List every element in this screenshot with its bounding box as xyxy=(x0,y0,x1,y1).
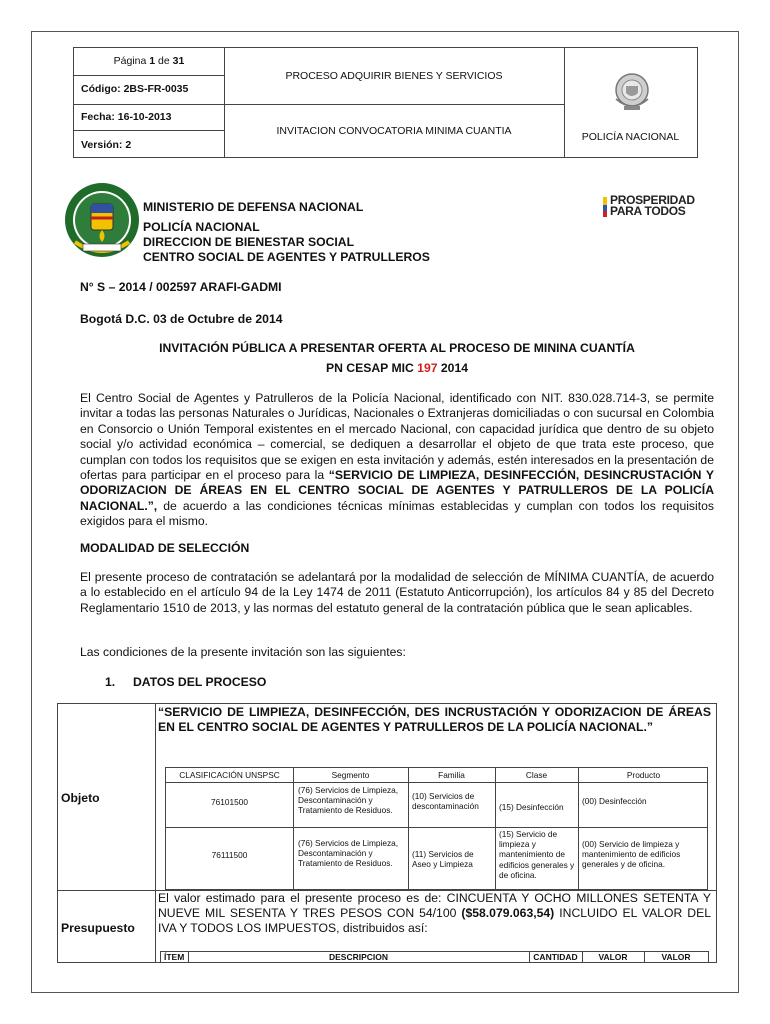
unspsc-header-class: Clase xyxy=(525,770,548,780)
unspsc-table xyxy=(165,767,708,890)
unspsc-header-classification: CLASIFICACIÓN UNSPSC xyxy=(179,770,280,780)
letterhead-ministry: MINISTERIO DE DEFENSA NACIONAL xyxy=(143,200,364,214)
logo-line-1: PROSPERIDAD xyxy=(610,193,695,207)
police-seal-icon xyxy=(610,69,654,115)
unspsc-header-segment: Segmento xyxy=(331,770,370,780)
objeto-text: “SERVICIO DE LIMPIEZA, DESINFECCIÓN, DES INCRUSTACIÓN Y ODORIZACION DE ÁREAS EN EL CENTRO SOCIAL DE AGENTES Y PATRULLEROS DE LA POLICÍA NACIONAL.” xyxy=(158,705,711,734)
document-header xyxy=(73,47,698,158)
unspsc-row1-family: (10) Servicios de descontaminación xyxy=(412,791,479,812)
letterhead-police: POLICÍA NACIONAL xyxy=(143,220,260,234)
logo-line-2: PARA TODOS xyxy=(610,204,686,218)
unspsc-header-family: Familia xyxy=(438,770,465,780)
unspsc-row2-code: 76111500 xyxy=(211,850,248,860)
document-version: Versión: 2 xyxy=(81,139,132,151)
letterhead xyxy=(143,200,430,265)
unspsc-row2-product: (00) Servicio de limpieza y mantenimiento de edificios generales y de oficina. xyxy=(582,839,681,870)
unspsc-row1-class: (15) Desinfección xyxy=(499,802,564,812)
invitation-title: INVITACION CONVOCATORIA MINIMA CUANTIA xyxy=(276,125,512,137)
organization-name: POLICÍA NACIONAL xyxy=(581,131,680,143)
unspsc-row2-segment: (76) Servicios de Limpieza, Descontaminación y Tratamiento de Residuos. xyxy=(298,838,399,869)
place-date: Bogotá D.C. 03 de Octubre de 2014 xyxy=(80,312,283,326)
letterhead-center: CENTRO SOCIAL DE AGENTES Y PATRULLEROS xyxy=(143,250,430,264)
items-table-header xyxy=(160,951,709,963)
items-header-value-total: VALOR xyxy=(661,952,691,962)
section-title: DATOS DEL PROCESO xyxy=(133,675,267,689)
invitation-heading: INVITACIÓN PÚBLICA A PRESENTAR OFERTA AL PROCESO DE MININA CUANTÍA xyxy=(159,341,635,355)
process-title: PROCESO ADQUIRIR BIENES Y SERVICIOS xyxy=(285,70,503,82)
document-code: Código: 2BS-FR-0035 xyxy=(81,83,189,95)
unspsc-row1-code: 76101500 xyxy=(211,797,248,807)
conditions-intro: Las condiciones de la presente invitación son las siguientes: xyxy=(80,645,406,659)
intro-paragraph: El Centro Social de Agentes y Patrulleros de la Policía Nacional, identificado con NIT. 830.028.714-3, se permite invitar a todas las personas Naturales o Jurídicas, Nacionales o Extranjeras domiciliadas o con sucursal en Colombia en Consorcio o Unión Temporal existentes en el mercado Nacional, con capacidad jurídica que dentro de su objeto social y/o actividad económica – comercial, se dediquen a desarrollar el objeto de que trata este proceso, que cumplan con todos los requisitos que se exigen en esta invitación y además, estén interesados en la presentación de ofertas para participar en el proceso para la “SERVICIO DE LIMPIEZA, DESINFECCIÓN, DESINCRUSTACIÓN Y ODORIZACION DE ÁREAS EN EL CENTRO SOCIAL DE AGENTES Y PATRULLEROS DE LA POLICÍA NACIONAL.”, de acuerdo a las condiciones técnicas mínimas establecidas y cumplan con todos los requisitos exigidos para el mismo. xyxy=(80,391,714,529)
modalidad-heading: MODALIDAD DE SELECCIÓN xyxy=(80,541,250,555)
items-header-value-unit: VALOR xyxy=(598,952,628,962)
unspsc-row2-family: (11) Servicios de Aseo y Limpieza xyxy=(412,849,474,870)
presupuesto-text: El valor estimado para el presente proceso es de: CINCUENTA Y OCHO MILLONES SETENTA Y NUEVE MIL SESENTA Y TRES PESOS CON 54/100 ($58.079.063,54) INCLUIDO EL VALOR DEL IVA Y TODOS LOS IMPUESTOS, distribuidos así: xyxy=(158,891,712,935)
process-code: PN CESAP MIC 197 2014 xyxy=(325,361,469,375)
unspsc-row1-product: (00) Desinfección xyxy=(582,796,647,806)
items-header-description: DESCRIPCION xyxy=(328,952,389,962)
unspsc-header-product: Producto xyxy=(626,770,661,780)
national-police-emblem-icon xyxy=(61,180,143,262)
reference-number: N° S – 2014 / 002597 ARAFI-GADMI xyxy=(80,280,282,294)
objeto-label: Objeto xyxy=(61,791,100,805)
document-date: Fecha: 16-10-2013 xyxy=(81,111,172,123)
letterhead-direction: DIRECCION DE BIENESTAR SOCIAL xyxy=(143,235,355,249)
section-number: 1. xyxy=(105,675,116,689)
modalidad-text: El presente proceso de contratación se adelantará por la modalidad de selección de MÍNIMA CUANTÍA, de acuerdo a lo establecido en el artículo 94 de la Ley 1474 de 2011 (Estatuto Anticorrupción), los artículos 84 y 85 del Decreto Reglamentario 1510 de 2013, y las normas del estatuto general de la contratación pública que le sean aplicables. xyxy=(80,570,714,615)
items-header-quantity: CANTIDAD xyxy=(533,952,578,962)
unspsc-row1-segment: (76) Servicios de Limpieza, Descontaminación y Tratamiento de Residuos. xyxy=(298,785,399,816)
unspsc-row2-class: (15) Servicio de limpieza y mantenimiento de edificios generales y de oficina. xyxy=(499,829,575,880)
presupuesto-label: Presupuesto xyxy=(61,921,135,935)
items-header-item: ÍTEM xyxy=(164,952,185,962)
page-counter: Página 1 de 31 xyxy=(113,55,185,67)
